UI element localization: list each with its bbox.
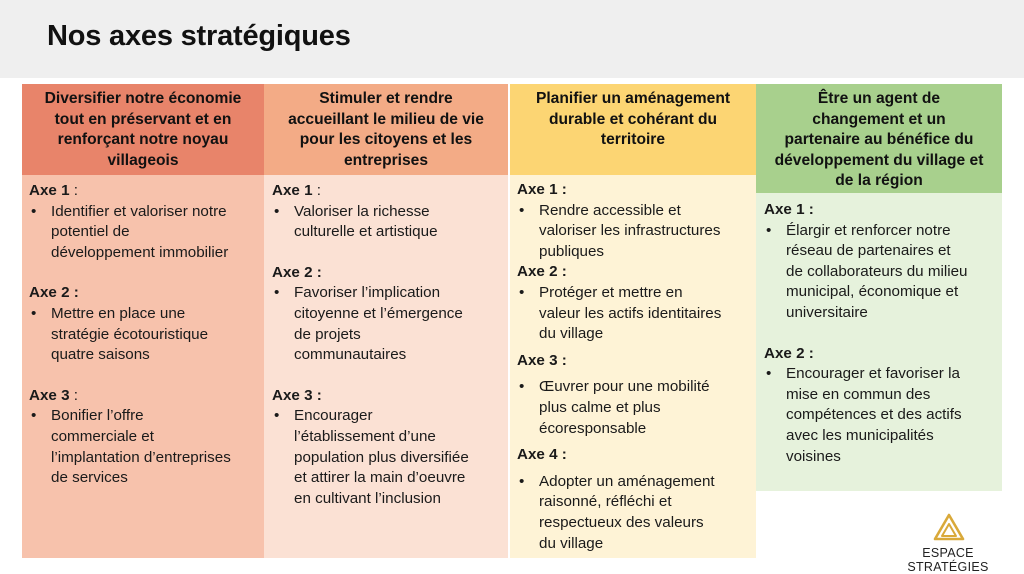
- column-header-line: Stimuler et rendre: [319, 90, 453, 107]
- axe-label: Axe 2 :: [29, 284, 79, 302]
- column-agent-de-changement: [756, 84, 1002, 491]
- bullet-line: et attirer la main d’oeuvre: [294, 469, 466, 487]
- bullet-line: écoresponsable: [539, 419, 647, 437]
- bullet-icon: •: [766, 221, 772, 239]
- bullet-item: [29, 406, 256, 488]
- bullet-line: de projets: [294, 325, 361, 343]
- bullet-item: [517, 472, 748, 554]
- section-gap: [29, 366, 256, 386]
- bullet-icon: •: [274, 407, 280, 425]
- bullet-item: [517, 283, 748, 345]
- bullet-icon: •: [31, 304, 37, 322]
- section-gap: [272, 243, 500, 263]
- section-gap: [272, 366, 500, 386]
- column-header: [756, 84, 1002, 193]
- column-header-line: accueillant le milieu de vie: [288, 110, 484, 128]
- bullet-line: de services: [51, 469, 128, 487]
- column-header-line: renforçant notre noyau: [57, 131, 229, 148]
- bullet-icon: •: [274, 202, 280, 220]
- column-body: [756, 193, 1002, 491]
- bullet-line: développement immobilier: [51, 243, 229, 261]
- bullet-line: du village: [539, 534, 604, 552]
- bullet-item: [764, 221, 994, 324]
- column-header: [22, 84, 264, 175]
- axe-label: Axe 3 :: [272, 386, 322, 404]
- axe-label: Axe 4 :: [517, 446, 567, 464]
- bullet-line: Identifier et valoriser notre: [51, 202, 227, 220]
- bullet-line: communautaires: [294, 346, 407, 364]
- bullet-line: Favoriser l’implication: [294, 284, 441, 302]
- page-title: Nos axes stratégiques: [47, 20, 351, 52]
- bullet-line: Adopter un aménagement: [539, 472, 715, 490]
- axe-label: Axe 3 :: [517, 351, 567, 369]
- bullet-icon: •: [766, 365, 772, 383]
- column-header-line: Diversifier notre économie: [44, 90, 242, 107]
- column-body: [264, 175, 508, 558]
- bullet-line: avec les municipalités: [786, 426, 934, 444]
- bullet-line: publiques: [539, 242, 605, 260]
- bullet-item: [764, 364, 994, 467]
- bullet-line: du village: [539, 325, 604, 343]
- bullet-line: municipal, économique et: [786, 283, 959, 301]
- bullet-line: respectueux des valeurs: [539, 513, 704, 531]
- logo-text: ESPACE STRATÉGIES: [907, 546, 989, 574]
- bullet-line: valoriser les infrastructures: [539, 222, 721, 240]
- bullet-line: Encourager: [294, 407, 373, 425]
- bullet-line: quatre saisons: [51, 346, 150, 364]
- section-gap: [29, 263, 256, 283]
- column-body: [22, 175, 264, 558]
- bullet-line: potentiel de: [51, 223, 130, 241]
- axe-label: Axe 1 :: [272, 182, 321, 199]
- column-header-line: Être un agent de: [817, 90, 941, 107]
- bullet-line: citoyenne et l’émergence: [294, 304, 463, 322]
- column-header-line: développement du village et: [774, 151, 984, 169]
- bullet-item: [29, 304, 256, 366]
- column-header-line: pour les citoyens et les: [299, 131, 473, 148]
- bullet-line: Mettre en place une: [51, 304, 186, 322]
- bullet-item: [29, 202, 256, 264]
- bullet-line: raisonné, réfléchi et: [539, 493, 672, 511]
- bullet-line: l’implantation d’entreprises: [51, 448, 231, 466]
- column-header-line: partenaire au bénéfice du: [784, 131, 974, 148]
- column-diversifier-economie: [22, 84, 264, 558]
- axe-label: Axe 2 :: [764, 344, 814, 362]
- column-header-line: de la région: [835, 172, 923, 189]
- bullet-item: [517, 201, 748, 263]
- bullet-item: [517, 377, 748, 439]
- bullet-line: voisines: [786, 447, 841, 465]
- bullet-line: Valoriser la richesse: [294, 202, 430, 220]
- bullet-line: l’établissement d’une: [294, 427, 436, 445]
- bullet-line: Rendre accessible et: [539, 201, 681, 219]
- bullet-line: Protéger et mettre en: [539, 283, 683, 301]
- column-header-line: villageois: [107, 151, 179, 169]
- bullet-line: Élargir et renforcer notre: [786, 221, 951, 239]
- bullet-icon: •: [519, 201, 525, 219]
- bullet-line: commerciale et: [51, 427, 154, 445]
- axe-label: Axe 2 :: [272, 263, 322, 281]
- bullet-icon: •: [519, 472, 525, 490]
- section-gap: [764, 324, 994, 344]
- bullet-line: en cultivant l’inclusion: [294, 489, 441, 507]
- bullet-line: compétences et des actifs: [786, 406, 962, 424]
- column-header-line: territoire: [600, 131, 666, 148]
- bullet-icon: •: [31, 407, 37, 425]
- bullet-line: culturelle et artistique: [294, 223, 438, 241]
- column-amenagement-durable: [510, 84, 756, 558]
- bullet-line: Encourager et favoriser la: [786, 365, 960, 383]
- column-body: [510, 175, 756, 558]
- bullet-line: mise en commun des: [786, 385, 931, 403]
- column-header-line: Planifier un aménagement: [535, 90, 731, 107]
- bullet-item: [272, 283, 500, 365]
- column-header: [264, 84, 508, 175]
- column-header-line: durable et cohérant du: [548, 110, 718, 128]
- bullet-line: de collaborateurs du milieu: [786, 262, 968, 280]
- bullet-icon: •: [31, 202, 37, 220]
- bullet-line: population plus diversifiée: [294, 448, 469, 466]
- company-logo: [880, 512, 1016, 574]
- bullet-icon: •: [519, 283, 525, 301]
- column-header: [510, 84, 756, 175]
- bullet-item: [272, 406, 500, 509]
- axe-label: Axe 1 :: [764, 201, 814, 218]
- bullet-line: Œuvrer pour une mobilité: [539, 378, 710, 396]
- bullet-item: [272, 202, 500, 243]
- column-milieu-de-vie: [264, 84, 508, 558]
- bullet-icon: •: [519, 378, 525, 396]
- bullet-line: plus calme et plus: [539, 398, 661, 416]
- column-header-line: tout en préservant et en: [54, 110, 232, 128]
- axe-label: Axe 3 :: [29, 386, 78, 404]
- axe-label: Axe 1 :: [29, 182, 78, 199]
- bullet-line: stratégie écotouristique: [51, 325, 209, 343]
- bullet-icon: •: [274, 284, 280, 302]
- bullet-line: valeur les actifs identitaires: [539, 304, 722, 322]
- logo-triangle-icon: [932, 512, 966, 542]
- axe-label: Axe 2 :: [517, 263, 567, 281]
- axe-label: Axe 1 :: [517, 181, 567, 198]
- column-header-line: changement et un: [812, 110, 946, 128]
- column-header-line: entreprises: [343, 151, 429, 169]
- bullet-line: universitaire: [786, 303, 868, 321]
- bullet-line: réseau de partenaires et: [786, 242, 951, 260]
- bullet-line: Bonifier l’offre: [51, 407, 144, 425]
